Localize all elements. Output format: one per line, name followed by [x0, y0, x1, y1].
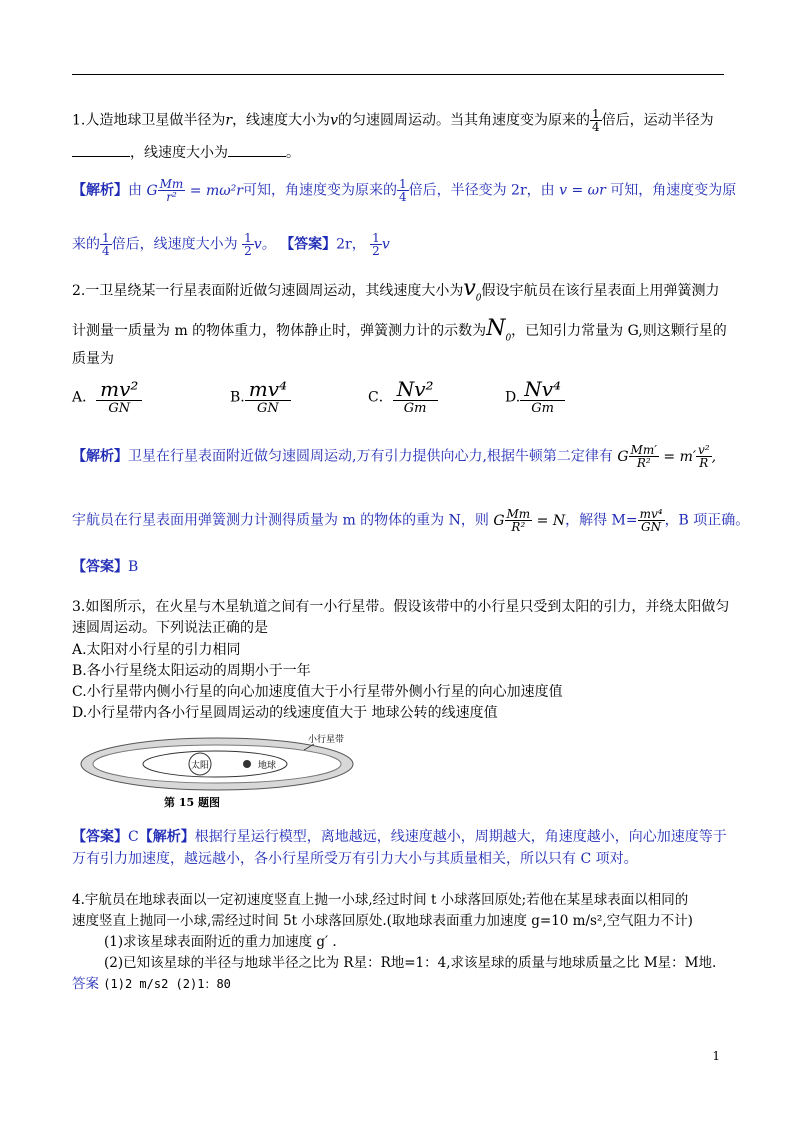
page-number: 1	[712, 1049, 720, 1063]
q2-line2	[72, 316, 727, 343]
analysis-text: 卫星在行星表面附近做匀速圆周运动,万有引力提供向心力,根据牛顿第二定律有	[128, 448, 613, 465]
header-rule	[72, 74, 724, 75]
q1-fraction: $\frac{1}{4}$	[102, 231, 110, 258]
analysis-tag: 【解析】	[72, 182, 128, 199]
q1-var-r: r	[225, 112, 233, 129]
q1-fraction: $\frac{1}{4}$	[398, 177, 407, 204]
q2-option-d: D. $\frac{\text{Nv⁴}}{Gm}$	[505, 378, 565, 417]
q3-answer-line1	[72, 826, 727, 846]
q2-line1	[72, 276, 720, 303]
q2-analysis-line1	[72, 444, 716, 469]
q3-line1: 3.如图所示，在火星与木星轨道之间有一小行星带。假设该带中的小行星只受到太阳的引力，并绕太阳做匀	[72, 599, 730, 615]
q1-text: 。	[286, 145, 300, 161]
analysis-text: ，解得 M=	[565, 512, 638, 529]
q3-analysis-line2: 万有引力加速度，越远越小，各小行星所受万有引力大小与其质量相关，所以只有 C 项对。	[72, 851, 638, 867]
q4-line1: 4.宇航员在地球表面以一定初速度竖直上抛一小球,经过时间 t 小球落回原处;若他在某星球表面以相同的	[72, 892, 689, 908]
analysis-text: 由	[128, 182, 142, 199]
answer-tag: 【答案】	[72, 829, 128, 845]
q2-answer	[72, 556, 138, 576]
half-fraction: $\frac{1}{2}$	[244, 231, 252, 258]
answer-blank	[228, 144, 286, 157]
q1-text: 1.人造地球卫星做半径为	[72, 112, 226, 129]
q3-option-a: A.太阳对小行星的引力相同	[72, 642, 241, 658]
answer-text: 2r，	[336, 236, 366, 253]
q1-text: 的匀速圆周运动。当其角速度变为原来的	[337, 112, 590, 129]
q1-analysis-line2	[72, 232, 390, 257]
earth-icon	[243, 760, 251, 768]
answer-text: C	[128, 829, 139, 845]
q2-option-a: A． $\frac{\text{mv²}}{GN}$	[72, 378, 142, 417]
analysis-tag: 【解析】	[138, 829, 195, 845]
q3-option-b: B.各小行星绕太阳运动的周期小于一年	[72, 663, 311, 679]
earth-label: 地球	[258, 761, 277, 771]
answer-text: (1)2 m/s2 (2)1：80	[103, 977, 231, 991]
q2-text: 2.一卫星绕某一行星表面附近做匀速圆周运动，其线速度大小为	[72, 283, 464, 299]
mass-formula: $\frac{\text{mv⁴}}{GN}$	[639, 507, 663, 534]
figure-caption: 第 15 题图	[164, 796, 220, 809]
q2-line3: 质量为	[72, 351, 114, 367]
newton-formula: G $\frac{Mm'}{\text{R²}}$ = m′ $\frac{\text{v²}}{R}$ ,	[617, 443, 717, 470]
q1-text: ，线速度大小为	[130, 145, 228, 161]
analysis-text: 可知，角速度变为原来的	[242, 182, 397, 199]
analysis-text: v。	[253, 236, 276, 253]
q1-var-v: v	[330, 112, 338, 129]
q1-line2	[72, 142, 300, 162]
frac-den: 4	[591, 120, 600, 134]
q3-line2: 速圆周运动。下列说法正确的是	[72, 620, 268, 636]
analysis-text: 根据行星运行模型，离地越远，线速度越小，周期越大，角速度越小，向心加速度等于	[194, 829, 727, 845]
q2-text: 假设宇航员在该行星表面上用弹簧测力	[481, 283, 720, 299]
half-fraction: $\frac{1}{2}$	[372, 231, 380, 258]
sun-label: 太阳	[190, 761, 210, 771]
q1-analysis-line1	[72, 178, 736, 203]
frac-num: 1	[591, 107, 600, 121]
answer-blank	[72, 144, 130, 157]
q1-text: ，线速度大小为	[232, 112, 331, 129]
asteroid-belt-figure	[76, 728, 362, 812]
q3-option-c: C.小行星带内侧小行星的向心加速度值大于小行星带外侧小行星的向心加速度值	[72, 684, 563, 700]
q1-fraction	[590, 108, 602, 133]
q2-var-v0: $v_0$	[463, 276, 482, 304]
belt-label: 小行星带	[308, 735, 345, 745]
q2-text: 计测量一质量为 m 的物体重力，物体静止时，弹簧测力计的示数为	[72, 323, 487, 339]
q1-line1	[72, 108, 714, 133]
q2-analysis-line2	[72, 508, 749, 533]
answer-tag: 答案	[72, 976, 99, 992]
weight-formula: G $\frac{Mm}{\text{R²}}$ = N	[493, 507, 566, 534]
q2-text: ，已知引力常量为 G,则这颗行星的	[511, 323, 727, 339]
q3-option-d: D.小行星带内各小行星圆周运动的线速度值大于 地球公转的线速度值	[72, 705, 498, 721]
q4-sub1: (1)求该星球表面附近的重力加速度 g′ .	[104, 934, 337, 950]
velocity-formula: v = ωr	[559, 182, 606, 199]
analysis-text: ，B 项正确。	[664, 512, 750, 529]
q1-text: 倍后，运动半径为	[601, 112, 714, 129]
analysis-text: 倍后，线速度大小为	[111, 236, 238, 253]
q4-line2: 速度竖直上抛同一小球,需经过时间 5t 小球落回原处.(取地球表面重力加速度 g=10 m/s²,空气阻力不计)	[72, 913, 693, 929]
q4-answer	[72, 972, 231, 992]
q2-option-c: C． $\frac{\text{Nv²}}{Gm}$	[368, 378, 438, 417]
analysis-text: 可知，角速度变为原	[610, 182, 737, 199]
gravitation-formula: G $\frac{Mm}{\text{r²}}$ = mω²r	[146, 177, 243, 204]
analysis-text: 宇航员在行星表面用弹簧测力计测得质量为 m 的物体的重为 N，则	[72, 512, 489, 529]
answer-tag: 【答案】	[72, 559, 128, 575]
answer-text: v	[381, 236, 390, 253]
analysis-tag: 【解析】	[72, 448, 128, 465]
q2-var-n0: $N_0$	[486, 316, 512, 344]
answer-text: B	[128, 559, 139, 575]
analysis-text: 倍后，半径变为 2r，由	[408, 182, 555, 199]
q2-option-b: B. $\frac{\text{mv⁴}}{GN}$	[230, 378, 291, 417]
analysis-text: 来的	[72, 236, 100, 253]
q4-sub2: (2)已知该星球的半径与地球半径之比为 R星：R地=1：4,求该星球的质量与地球质量之比 M星：M地.	[104, 955, 717, 971]
answer-tag: 【答案】	[280, 236, 337, 253]
